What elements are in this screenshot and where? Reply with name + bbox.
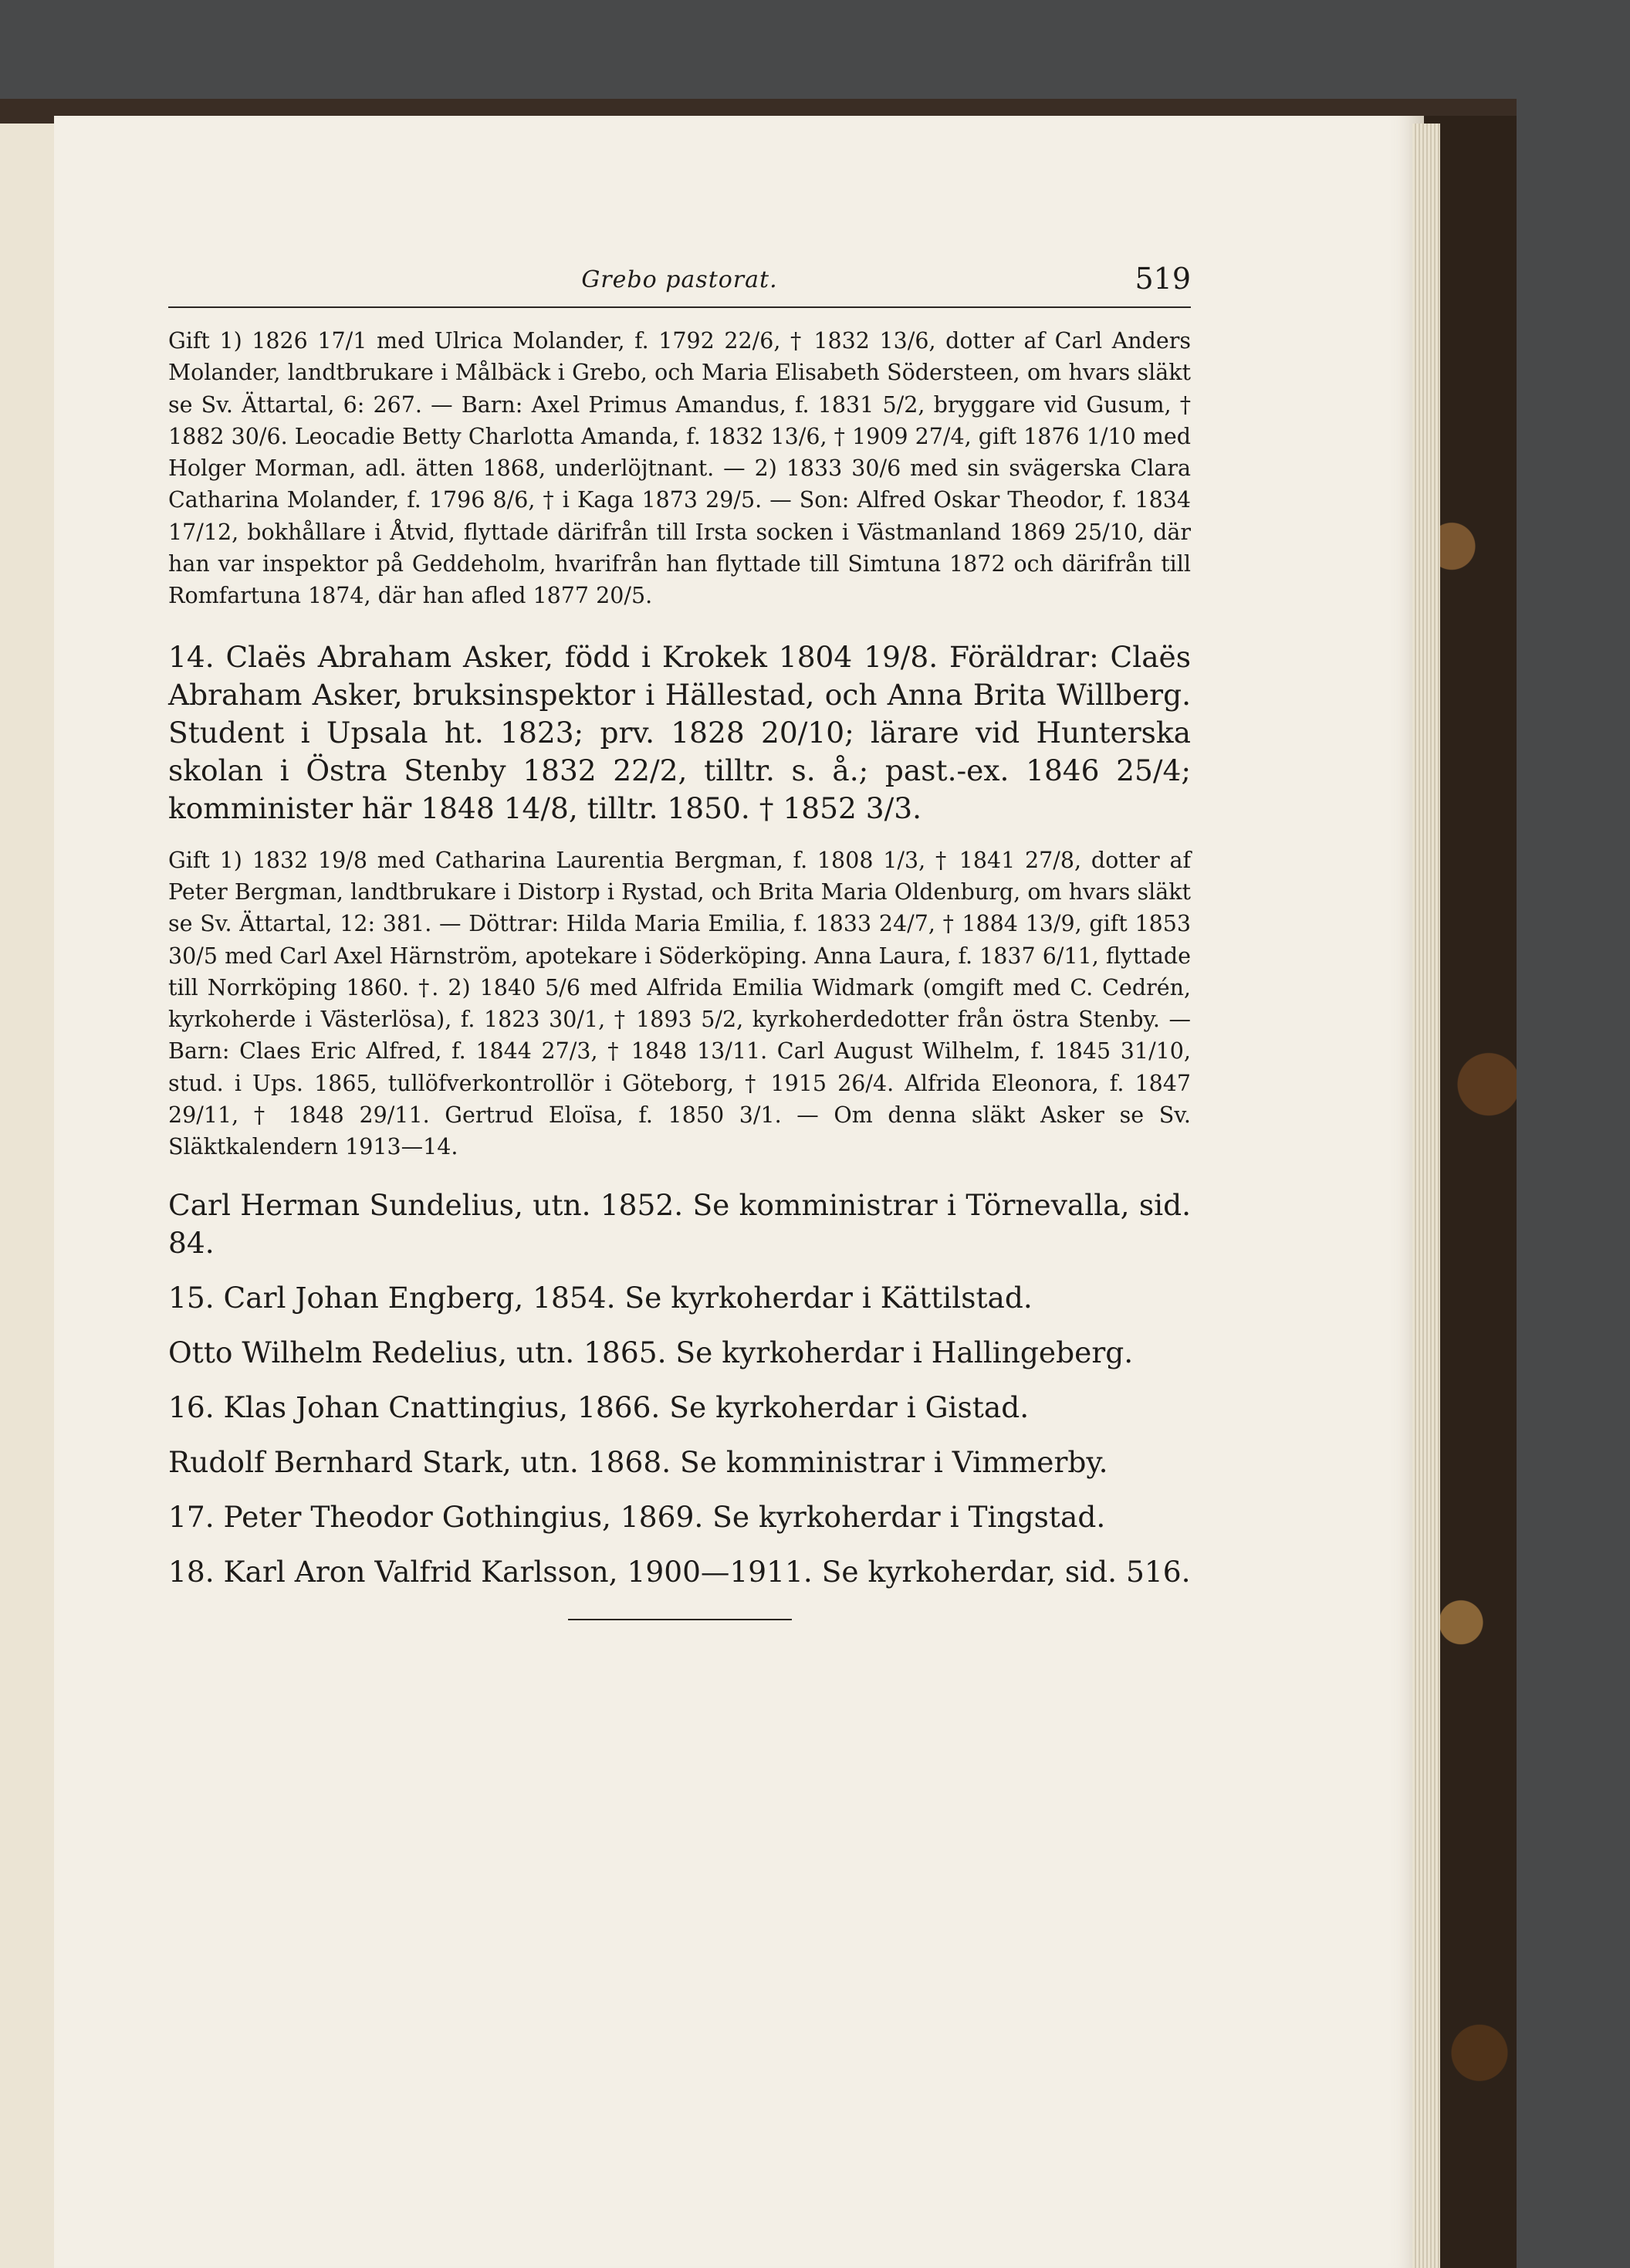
previous-page-edge — [0, 124, 57, 2268]
entry-17: 17. Peter Theodor Gothingius, 1869. Se kyrkoherdar i Tingstad. — [168, 1499, 1106, 1534]
page-number: 519 — [1135, 262, 1191, 296]
entry-15: 15. Carl Johan Engberg, 1854. Se kyrkoherdar i Kättilstad. — [168, 1280, 1033, 1315]
biography-note-14: Gift 1) 1832 19/8 med Catharina Laurentia Bergman, f. 1808 1/3, † 1841 27/8, dotter af Peter Bergman, landtbrukare i Distorp i Rystad, och Brita Maria Oldenburg, om hvars släkt se Sv. Ättartal, 12: 381. — Döttrar: Hilda Maria Emilia, f. 1833 24/7, † 1884 13/9, gift 1853 30/5 med Carl Axel Härnström, apotekare i Söderköping. Anna Laura, f. 1837 6/11, flyttade till Norrköping 1860. †. 2) 1840 5/6 med Alfrida Emilia Widmark (omgift med C. Cedrén, kyrkoherde i Västerlösa), f. 1823 30/1, † 1893 5/2, kyrkoherdedotter från östra Stenby. — Barn: Claes Eric Alfred, f. 1844 27/3, † 1848 13/11. Carl August Wilhelm, f. 1845 31/10, stud. i Ups. 1865, tullöfverkontrollör i Göteborg, † 1915 26/4. Alfrida Eleonora, f. 1847 29/11, † 1848 29/11. Gertrud Eloïsa, f. 1850 3/1. — Om denna släkt Asker se Sv. Släktkalendern 1913—14. — [168, 847, 1191, 1160]
entry-18: 18. Karl Aron Valfrid Karlsson, 1900—1911. Se kyrkoherdar, sid. 516. — [168, 1554, 1191, 1589]
entry-16: 16. Klas Johan Cnattingius, 1866. Se kyrkoherdar i Gistad. — [168, 1390, 1030, 1424]
end-rule — [568, 1619, 792, 1620]
entry-14: 14. Claës Abraham Asker, född i Krokek 1804 19/8. Föräldrar: Claës Abraham Asker, bruksinspektor i Hällestad, och Anna Brita Willberg. Student i Upsala ht. 1823; prv. 1828 20/10; lärare vid Hunterska skolan i Östra Stenby 1832 22/2, tilltr. s. å.; past.-ex. 1846 25/4; komminister här 1848 14/8, tilltr. 1850. † 1852 3/3. — [168, 639, 1191, 825]
entry-stark: Rudolf Bernhard Stark, utn. 1868. Se komministrar i Vimmerby. — [168, 1444, 1108, 1479]
running-title: Grebo pastorat. — [581, 266, 778, 293]
running-head — [168, 262, 1191, 308]
page-text — [168, 262, 1191, 1620]
page-stack-edge — [1412, 124, 1440, 2268]
entry-sundelius: Carl Herman Sundelius, utn. 1852. Se komministrar i Törnevalla, sid. 84. — [168, 1187, 1191, 1260]
entry-redelius: Otto Wilhelm Redelius, utn. 1865. Se kyrkoherdar i Hallingeberg. — [168, 1335, 1134, 1369]
biography-note-top: Gift 1) 1826 17/1 med Ulrica Molander, f. 1792 22/6, † 1832 13/6, dotter af Carl Anders Molander, landtbrukare i Målbäck i Grebo, och Maria Elisabeth Södersteen, om hvars släkt se Sv. Ättartal, 6: 267. — Barn: Axel Primus Amandus, f. 1831 5/2, bryggare vid Gusum, † 1882 30/6. Leocadie Betty Charlotta Amanda, f. 1832 13/6, † 1909 27/4, gift 1876 1/10 med Holger Morman, adl. ätten 1868, underlöjtnant. — 2) 1833 30/6 med sin svägerska Clara Catharina Molander, f. 1796 8/6, † i Kaga 1873 29/5. — Son: Alfred Oskar Theodor, f. 1834 17/12, bokhållare i Åtvid, flyttade därifrån till Irsta socken i Västmanland 1869 25/10, där han var inspektor på Geddeholm, hvarifrån han flyttade till Simtuna 1872 och därifrån till Romfartuna 1874, där han afled 1877 20/5. — [168, 328, 1191, 609]
